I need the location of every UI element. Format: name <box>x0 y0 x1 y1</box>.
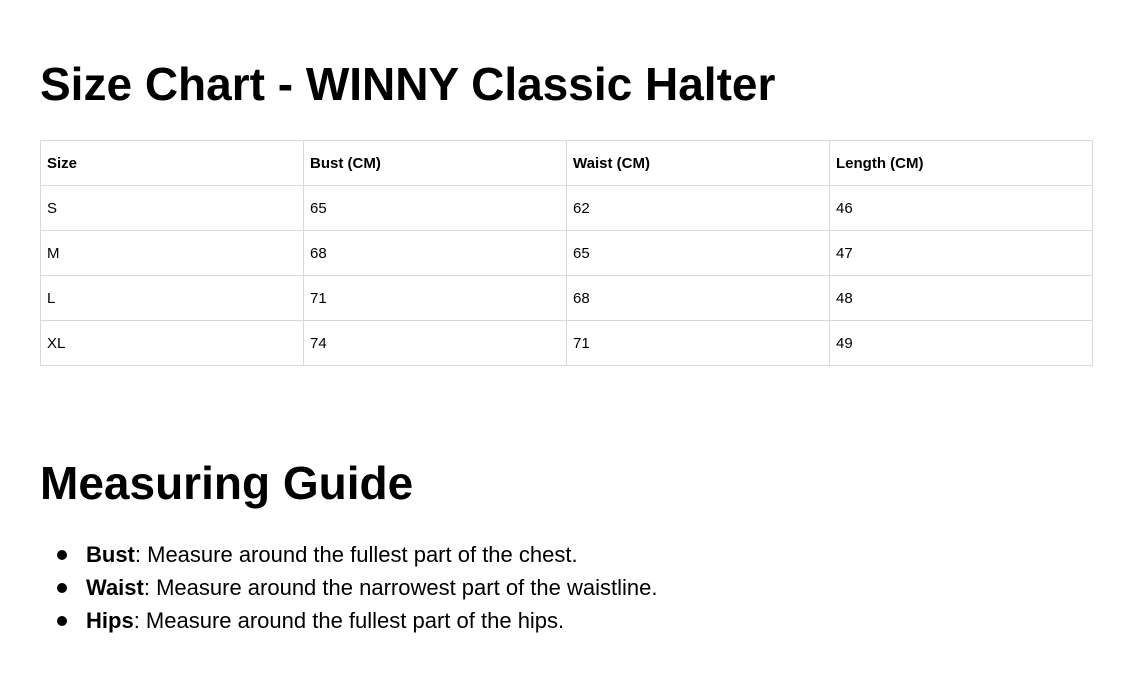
cell-bust: 71 <box>304 276 567 321</box>
header-bust: Bust (CM) <box>304 141 567 186</box>
cell-size: XL <box>41 321 304 366</box>
guide-term: Bust <box>86 542 135 567</box>
table-row <box>41 186 1093 231</box>
bullet-icon <box>57 550 67 560</box>
cell-length: 48 <box>830 276 1093 321</box>
guide-term: Hips <box>86 608 134 633</box>
measuring-guide-list <box>40 538 657 637</box>
guide-term: Waist <box>86 575 144 600</box>
guide-description: : Measure around the fullest part of the chest. <box>134 542 578 567</box>
cell-waist: 62 <box>567 186 830 231</box>
cell-length: 49 <box>830 321 1093 366</box>
table-header-row <box>41 141 1093 186</box>
cell-waist: 68 <box>567 276 830 321</box>
list-item <box>40 538 657 571</box>
table-row <box>41 231 1093 276</box>
guide-description: : Measure around the fullest part of the hips. <box>133 608 565 633</box>
cell-bust: 74 <box>304 321 567 366</box>
size-chart-title: Size Chart - WINNY Classic Halter <box>40 58 776 110</box>
bullet-icon <box>57 616 67 626</box>
list-item <box>40 604 657 637</box>
cell-length: 47 <box>830 231 1093 276</box>
cell-size: M <box>41 231 304 276</box>
cell-length: 46 <box>830 186 1093 231</box>
cell-waist: 71 <box>567 321 830 366</box>
header-size: Size <box>41 141 304 186</box>
cell-size: L <box>41 276 304 321</box>
cell-size: S <box>41 186 304 231</box>
size-chart-table <box>40 140 1093 366</box>
guide-description: : Measure around the narrowest part of the waistline. <box>143 575 658 600</box>
list-item <box>40 571 657 604</box>
measuring-guide-title: Measuring Guide <box>40 457 414 509</box>
cell-bust: 68 <box>304 231 567 276</box>
table-row <box>41 276 1093 321</box>
header-length: Length (CM) <box>830 141 1093 186</box>
table-row <box>41 321 1093 366</box>
cell-waist: 65 <box>567 231 830 276</box>
bullet-icon <box>57 583 67 593</box>
header-waist: Waist (CM) <box>567 141 830 186</box>
cell-bust: 65 <box>304 186 567 231</box>
